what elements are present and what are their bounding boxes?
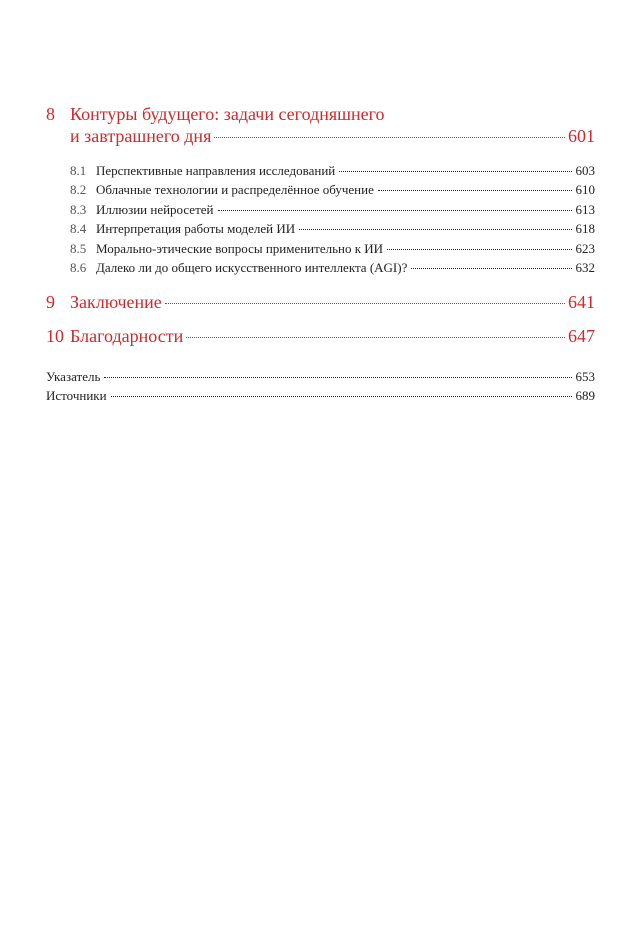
dot-leader [411, 268, 571, 269]
dot-leader [387, 249, 571, 250]
dot-leader [165, 303, 565, 304]
chapter-title: Контуры будущего: задачи сегодняшнего [70, 104, 385, 124]
chapter-page-number: 647 [568, 326, 595, 347]
toc-sources[interactable] [46, 386, 595, 405]
toc-chapter-9[interactable] [46, 291, 595, 313]
dot-leader [186, 337, 565, 338]
back-matter-page-number: 653 [575, 369, 595, 385]
section-number: 8.2 [70, 182, 87, 198]
section-number: 8.5 [70, 240, 87, 256]
chapter-8-sections [70, 161, 595, 277]
back-matter-page-number: 689 [575, 388, 595, 404]
section-page-number: 613 [575, 201, 595, 217]
chapter-number: 10 [46, 326, 64, 347]
chapter-number: 9 [46, 292, 55, 313]
section-title: Интерпретация работы моделей ИИ [96, 221, 296, 237]
section-page-number: 618 [575, 221, 595, 237]
chapter-title: Благодарности [70, 326, 184, 347]
section-title: Иллюзии нейросетей [96, 201, 214, 217]
table-of-contents [46, 103, 595, 405]
toc-section-8-2[interactable] [70, 180, 595, 199]
dot-leader [111, 396, 572, 397]
back-matter [46, 367, 595, 405]
toc-chapter-10[interactable] [46, 325, 595, 347]
toc-section-8-1[interactable] [70, 161, 595, 180]
section-title: Далеко ли до общего искусственного интеллекта (AGI)? [96, 260, 408, 276]
toc-section-8-5[interactable] [70, 239, 595, 258]
dot-leader [299, 229, 571, 230]
back-matter-title: Указатель [46, 369, 101, 385]
section-number: 8.4 [70, 221, 87, 237]
chapter-number: 8 [46, 104, 55, 124]
section-title: Перспективные направления исследований [96, 163, 336, 178]
dot-leader [218, 210, 572, 211]
dot-leader [104, 377, 571, 378]
toc-section-8-3[interactable] [70, 200, 595, 219]
toc-index[interactable] [46, 367, 595, 386]
section-title: Морально-этические вопросы применительно к ИИ [96, 240, 384, 256]
section-page-number: 632 [575, 260, 595, 276]
chapter-title: Заключение [70, 292, 162, 313]
back-matter-title: Источники [46, 388, 107, 404]
chapter-title-continued: и завтрашнего дня [70, 126, 212, 146]
section-page-number: 610 [575, 182, 595, 198]
dot-leader [339, 171, 571, 172]
toc-section-8-6[interactable] [70, 258, 595, 277]
section-page-number: 623 [575, 240, 595, 256]
toc-section-8-4[interactable] [70, 219, 595, 238]
section-number: 8.3 [70, 201, 87, 217]
section-page-number: 603 [575, 163, 595, 178]
dot-leader [214, 137, 565, 138]
toc-chapter-8[interactable] [46, 103, 595, 147]
dot-leader [378, 190, 572, 191]
section-title: Облачные технологии и распределённое обучение [96, 182, 374, 198]
chapter-page-number: 601 [568, 126, 595, 146]
section-number: 8.1 [70, 163, 87, 178]
chapter-page-number: 641 [568, 292, 595, 313]
section-number: 8.6 [70, 260, 87, 276]
